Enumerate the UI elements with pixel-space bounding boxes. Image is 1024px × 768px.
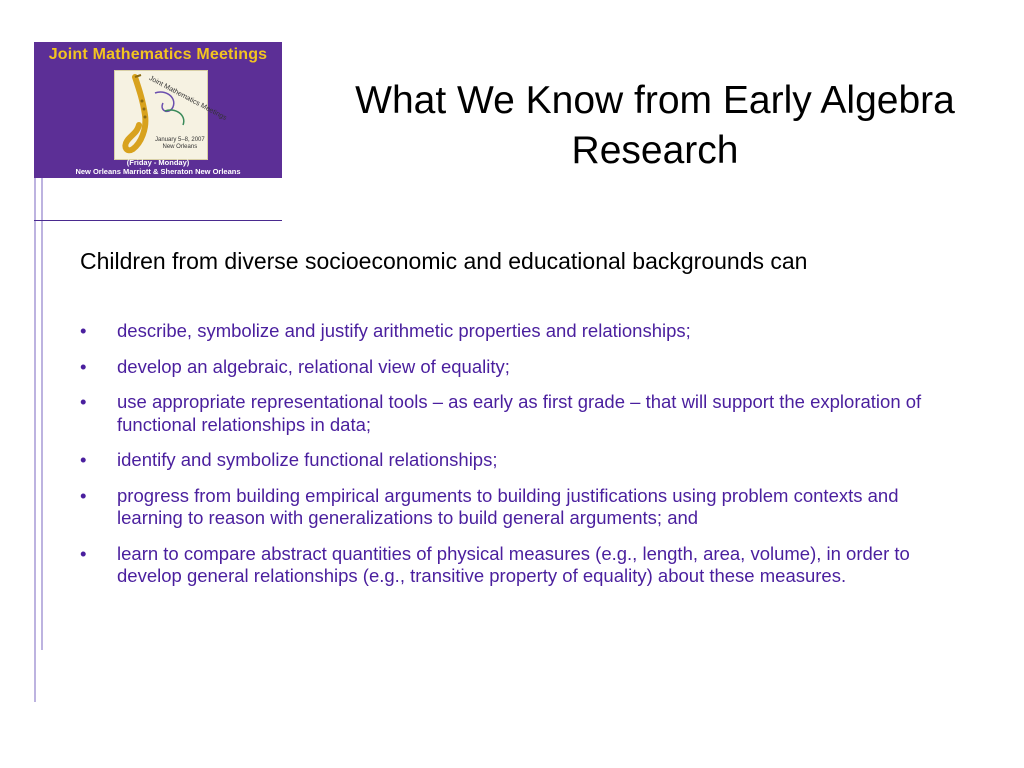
conference-logo [34, 42, 282, 178]
bullet-text: develop an algebraic, relational view of equality; [117, 355, 510, 377]
bullet-item [80, 391, 940, 436]
intro-text: Children from diverse socioeconomic and educational backgrounds can [80, 248, 808, 274]
logo-subtitle [34, 158, 282, 176]
bullet-text: learn to compare abstract quantities of physical measures (e.g., length, area, volume), in order to develop general relationships (e.g., transitive property of equality) about these measures. [117, 542, 910, 586]
bullet-item [80, 485, 940, 530]
logo-venue: New Orleans Marriott & Sheraton New Orleans [75, 167, 241, 176]
left-accent-line-inner [41, 178, 43, 650]
bullet-marker: • [80, 484, 87, 506]
bullet-text: use appropriate representational tools – as early as first grade – that will support the exploration of functional relationships in data; [117, 391, 922, 435]
bullet-marker: • [80, 449, 87, 470]
logo-days: (Friday - Monday) [126, 158, 190, 167]
logo-poster-date [155, 137, 205, 151]
logo-divider [34, 220, 282, 221]
bullet-marker: • [80, 391, 87, 412]
logo-title: Joint Mathematics Meetings [48, 46, 268, 63]
bullet-item [80, 356, 940, 379]
bullet-marker: • [80, 320, 87, 341]
bullet-list [80, 320, 940, 601]
bullet-text: identify and symbolize functional relationships; [117, 449, 498, 470]
slide-title: What We Know from Early Algebra Research [355, 79, 955, 172]
bullet-text: describe, symbolize and justify arithmetic properties and relationships; [117, 320, 691, 341]
bullet-item [80, 449, 940, 472]
bullet-text: progress from building empirical arguments to building justifications using problem contexts and learning to reason with generalizations to build general arguments; and [117, 484, 899, 528]
bullet-marker: • [80, 355, 87, 377]
logo-poster-date-text: January 5–8, 2007 [155, 137, 205, 143]
logo-poster-arc-text: Joint Mathematics Meetings [147, 75, 228, 122]
bullet-item [80, 543, 940, 588]
bullet-marker: • [80, 542, 87, 564]
logo-poster-image [114, 70, 228, 160]
logo-poster-city-text: New Orleans [162, 144, 198, 150]
bullet-item [80, 320, 940, 343]
